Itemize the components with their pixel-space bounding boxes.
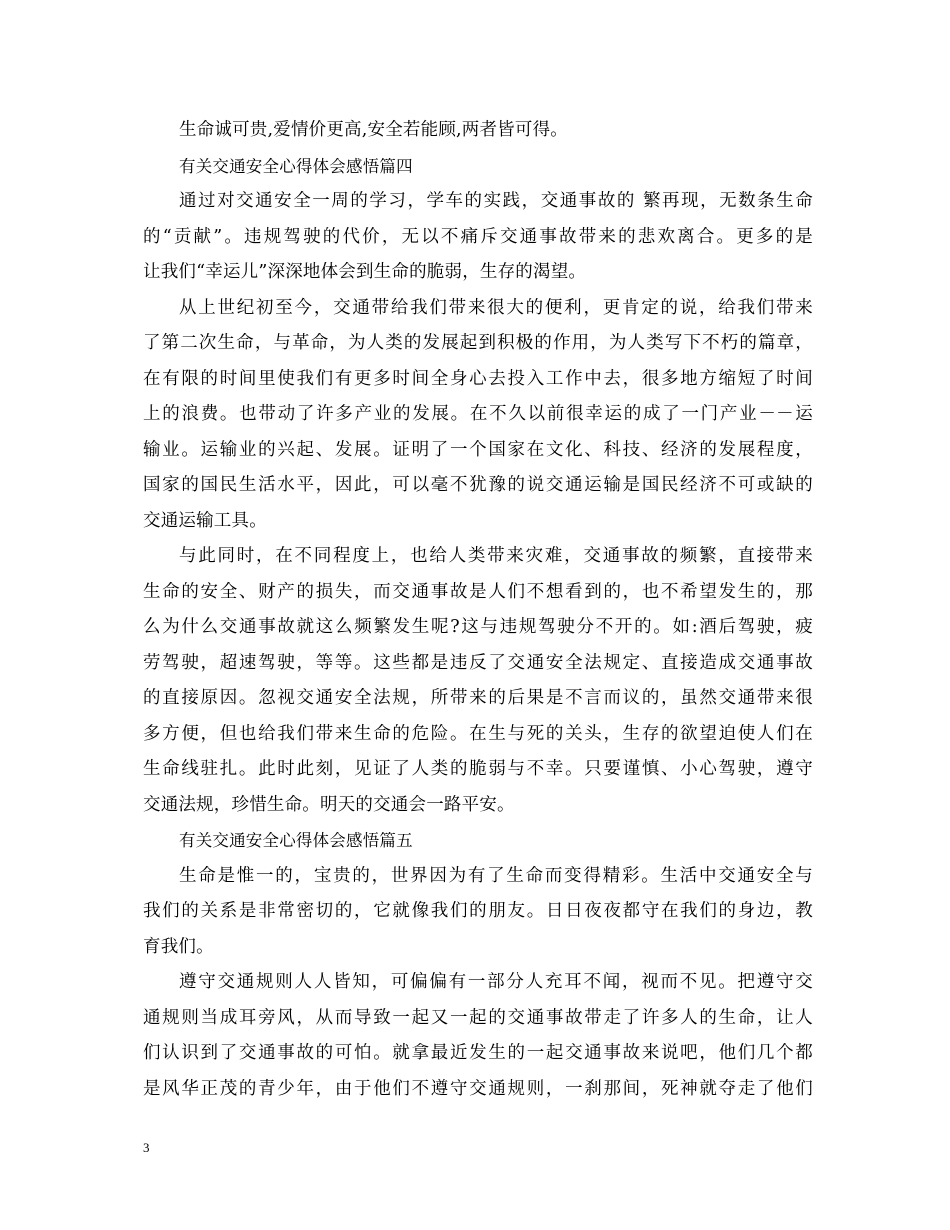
text-line: 生命的安全、财产的损失，而交通事故是人们不想看到的，也不希望发生的，那: [143, 581, 813, 602]
text-line: 生命线驻扎。此时此刻，见证了人类的脆弱与不幸。只要谨慎、小心驾驶，遵守: [143, 759, 813, 779]
text-line: 让我们“幸运儿”深深地体会到生命的脆弱，生存的渴望。: [143, 262, 587, 282]
text-line: 遵守交通规则人人皆知，可偏偏有一部分人充耳不闻，视而不见。把遵守交: [179, 972, 813, 992]
text-line: 生命诚可贵,爱情价更高,安全若能顾,两者皆可得。: [179, 120, 568, 140]
text-line: 在有限的时间里使我们有更多时间全身心去投入工作中去，很多地方缩短了时间: [143, 368, 813, 389]
text-line: 我们的关系是非常密切的，它就像我们的朋友。日日夜夜都守在我们的身边，教: [143, 901, 813, 921]
text-line: 国家的国民生活水平，因此，可以毫不犹豫的说交通运输是国民经济不可或缺的: [143, 475, 813, 495]
text-line: 从上世纪初至今，交通带给我们带来很大的便利，更肯定的说，给我们带来: [179, 297, 813, 318]
text-line: 们认识到了交通事故的可怕。就拿最近发生的一起交通事故来说吧，他们几个都: [143, 1043, 813, 1063]
text-line: 了第二次生命，与革命，为人类的发展起到积极的作用，为人类写下不朽的篇章，: [143, 333, 813, 353]
text-line: 交通法规，珍惜生命。明天的交通会一路平安。: [143, 794, 515, 815]
text-line: 的直接原因。忽视交通安全法规，所带来的后果是不言而议的，虽然交通带来很: [143, 688, 813, 708]
text-line: 与此同时，在不同程度上，也给人类带来灾难，交通事故的频繁，直接带来: [179, 546, 813, 566]
section-heading: 有关交通安全心得体会感悟篇四: [179, 156, 413, 176]
text-line: 是风华正茂的青少年，由于他们不遵守交通规则，一刹那间，死神就夺走了他们: [143, 1078, 813, 1099]
text-line: 劳驾驶，超速驾驶，等等。这些都是违反了交通安全法规定、直接造成交通事故: [143, 652, 813, 673]
text-line: 通过对交通安全一周的学习，学车的实践，交通事故的 繁再现，无数条生命: [179, 191, 813, 211]
document-body: [143, 113, 813, 1107]
text-line: 生命是惟一的，宝贵的，世界因为有了生命而变得精彩。生活中交通安全与: [179, 865, 813, 886]
text-line: 多方便，但也给我们带来生命的危险。在生与死的关头，生存的欲望迫使人们在: [143, 723, 813, 744]
text-line: 上的浪费。也带动了许多产业的发展。在不久以前很幸运的成了一门产业－－运: [143, 404, 813, 424]
text-line: 交通运输工具。: [143, 510, 267, 531]
text-line: 育我们。: [143, 936, 214, 957]
page-number: 3: [143, 1140, 150, 1155]
text-line: 输业。运输业的兴起、发展。证明了一个国家在文化、科技、经济的发展程度，: [143, 439, 813, 460]
text-line: 么为什么交通事故就这么频繁发生呢?这与违规驾驶分不开的。如:酒后驾驶，疲: [143, 617, 813, 637]
section-heading: 有关交通安全心得体会感悟篇五: [179, 831, 413, 850]
text-line: 通规则当成耳旁风，从而导致一起又一起的交通事故带走了许多人的生命，让人: [143, 1007, 813, 1028]
text-line: 的“贡献”。违规驾驶的代价，无以不痛斥交通事故带来的悲欢离合。更多的是: [143, 226, 813, 247]
